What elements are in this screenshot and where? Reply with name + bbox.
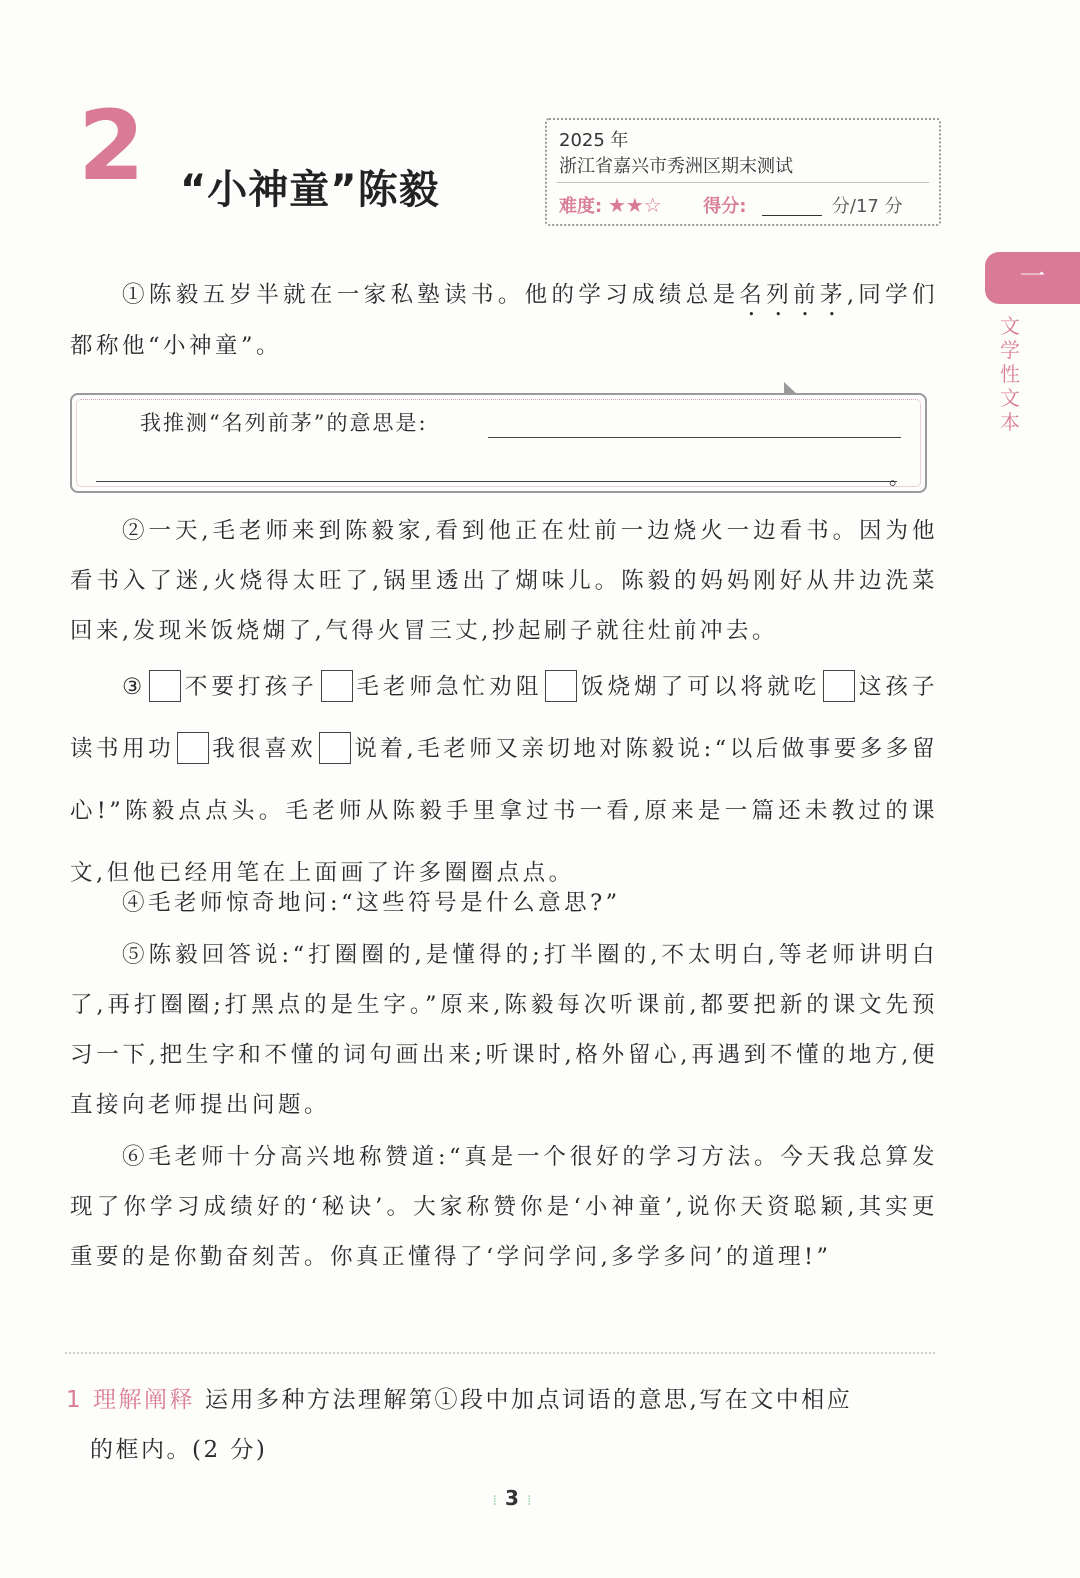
exam-info-box <box>545 118 941 226</box>
p1-text: ①陈毅五岁半就在一家私塾读书。他的学习成绩总是 <box>122 282 740 308</box>
score-blank[interactable] <box>762 199 822 216</box>
paragraph-6: ⑥毛老师十分高兴地称赞道:“真是一个很好的学习方法。今天我总算发现了你学习成绩好的‘秘诀’。大家称赞你是‘小神童’,说你天资聪颖,其实更重要的是你勤奋刻苦。你真正懂得了‘学问学问,多学多问’的道理!” <box>70 1144 938 1270</box>
question-text: 运用多种方法理解第①段中加点词语的意思,写在文中相应 <box>204 1387 853 1413</box>
lesson-title: “小神童”陈毅 <box>180 167 440 213</box>
question-tag: 理解阐释 <box>92 1387 195 1413</box>
prediction-end-mark: 。 <box>889 465 909 489</box>
p3-segment: 这孩子读书用功 <box>70 674 938 762</box>
star-empty-icon: ☆ <box>643 193 662 217</box>
answer-line-2[interactable] <box>96 481 897 482</box>
dotted-word: 名列前茅 <box>739 282 847 308</box>
star-filled-icon: ★★ <box>607 193 644 217</box>
speech-notch <box>784 382 798 395</box>
section-tab: 一 <box>985 252 1080 304</box>
punctuation-box[interactable] <box>823 670 855 702</box>
prediction-prompt: 我推测“名列前茅”的意思是: <box>140 411 428 435</box>
score-label: 得分: <box>703 196 747 217</box>
section-label: 文学性文本 <box>1000 314 1020 434</box>
p3-segment: 不要打孩子 <box>184 674 318 700</box>
prediction-answer-box <box>70 393 927 493</box>
difficulty-score-row <box>559 192 929 218</box>
difficulty-label: 难度: <box>559 196 603 217</box>
punctuation-box[interactable] <box>149 670 181 702</box>
page-number-value: 3 <box>505 1486 519 1510</box>
punctuation-box[interactable] <box>319 732 351 764</box>
exam-source: 浙江省嘉兴市秀洲区期末测试 <box>559 156 793 177</box>
punctuation-box[interactable] <box>545 670 577 702</box>
p3-segment: 毛老师急忙劝阻 <box>355 674 543 700</box>
page-number <box>472 1486 552 1510</box>
page-deco-left: ⁞ <box>492 1493 498 1509</box>
page-deco-right: ⁞ <box>526 1493 532 1509</box>
paragraph-4: ④毛老师惊奇地问:“这些符号是什么意思?” <box>122 890 621 916</box>
paragraph-5: ⑤陈毅回答说:“打圈圈的,是懂得的;打半圈的,不太明白,等老师讲明白了,再打圈圈;打黑点的是生字。”原来,陈毅每次听课前,都要把新的课文先预习一下,把生字和不懂的词句画出来;听课时,格外留心,再遇到不懂的地方,便直接向老师提出问题。 <box>70 942 938 1118</box>
question-1 <box>66 1375 936 1475</box>
score-total: 分/17 分 <box>831 196 903 217</box>
question-text-cont: 的框内。(2 分) <box>90 1437 268 1463</box>
punctuation-box[interactable] <box>321 670 353 702</box>
p3-segment: 饭烧煳了可以将就吃 <box>580 674 821 700</box>
punctuation-box[interactable] <box>177 732 209 764</box>
info-divider <box>557 182 929 183</box>
exam-year: 2025 年 <box>559 130 629 151</box>
answer-line-1[interactable] <box>488 437 901 438</box>
section-divider <box>65 1352 935 1354</box>
paragraph-3 <box>70 656 938 904</box>
p3-segment: 说着,毛老师又亲切地对陈毅说:“以后做事要多多留心!”陈毅点点头。毛老师从陈毅手里拿过书一看,原来是一篇还未教过的课文,但他已经用笔在上面画了许多圈圈点点。 <box>70 736 938 886</box>
p3-marker: ③ <box>122 674 147 700</box>
p3-segment: 我很喜欢 <box>212 736 317 762</box>
question-number: 1 <box>66 1387 84 1413</box>
paragraph-2: ②一天,毛老师来到陈毅家,看到他正在灶前一边烧火一边看书。因为他看书入了迷,火烧得太旺了,锅里透出了煳味儿。陈毅的妈妈刚好从井边洗菜回来,发现米饭烧煳了,气得火冒三丈,抄起刷子就往灶前冲去。 <box>70 518 938 644</box>
lesson-number: 2 <box>78 90 145 202</box>
p1-text-end: ,同学们都称他“小神童”。 <box>70 282 938 359</box>
paragraph-1 <box>70 270 938 371</box>
